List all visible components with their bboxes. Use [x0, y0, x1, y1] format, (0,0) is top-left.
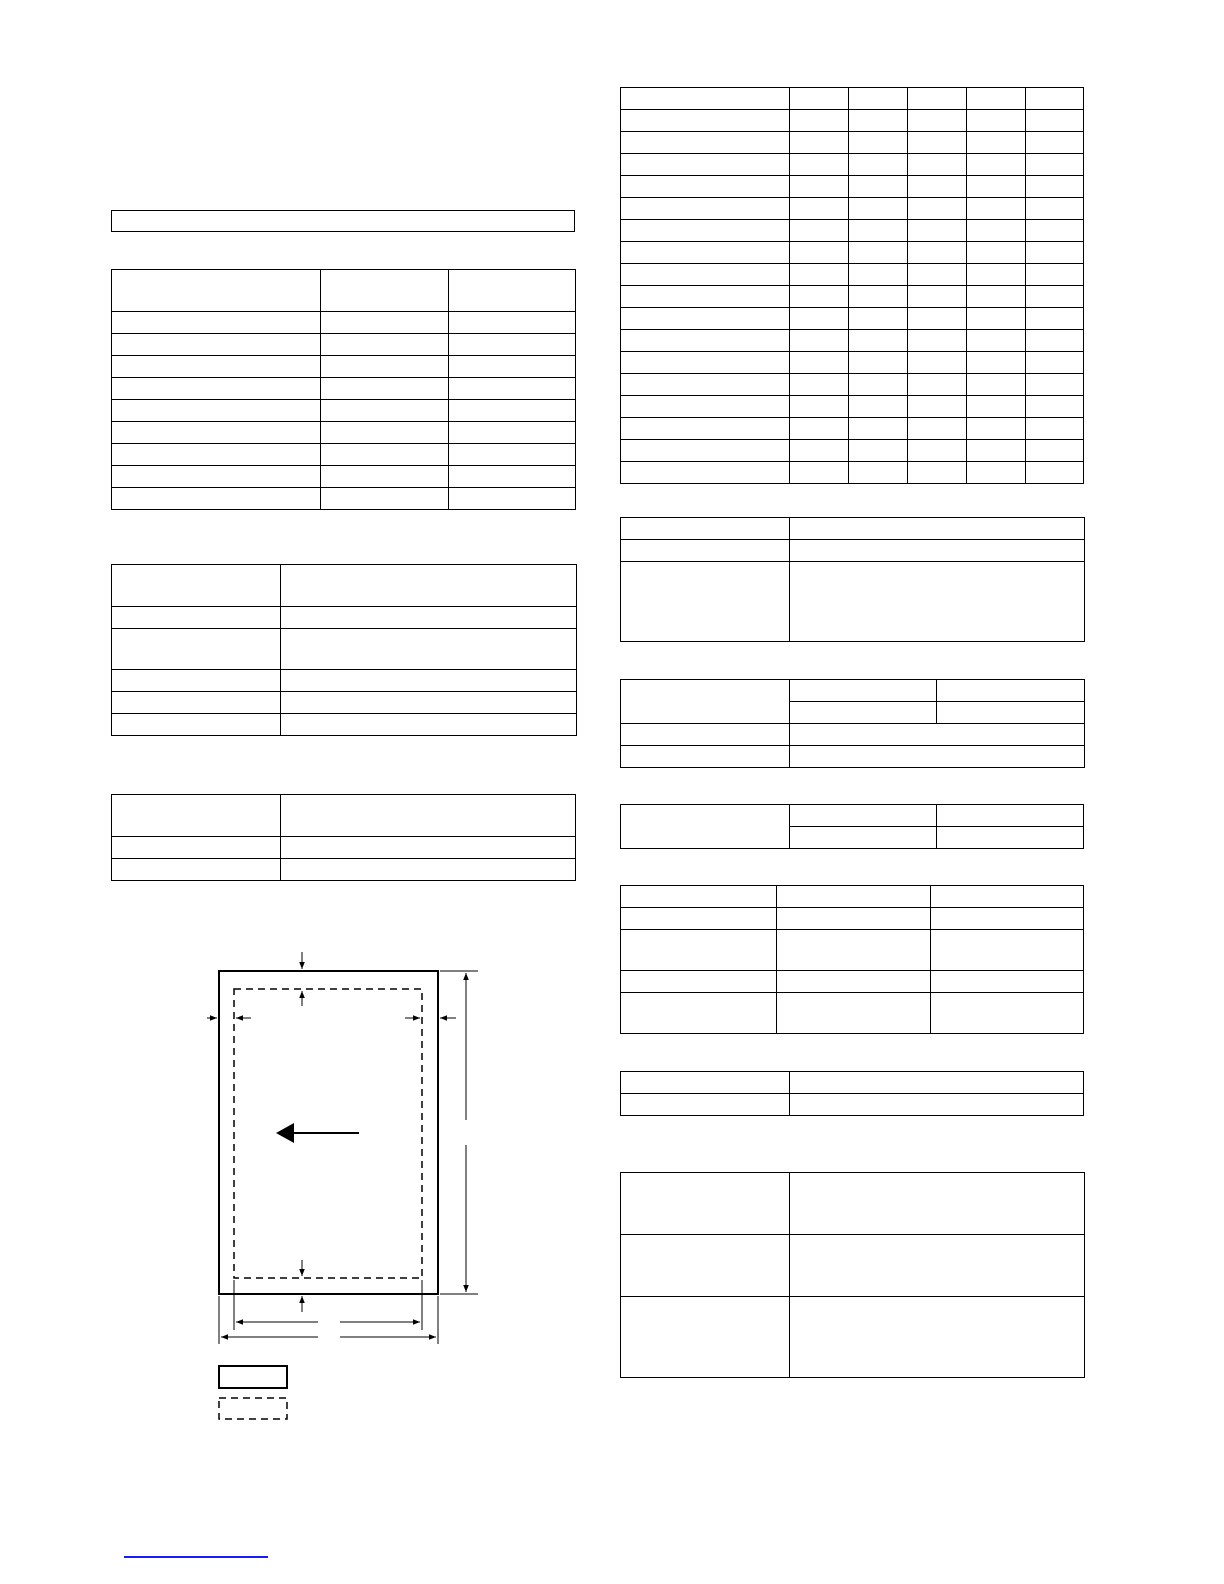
table-row	[621, 462, 1084, 484]
table-cell	[967, 176, 1026, 198]
table-row	[621, 1235, 1085, 1297]
spec-table-i	[620, 1071, 1084, 1116]
table-cell	[1026, 308, 1084, 330]
table-cell	[777, 971, 931, 993]
table-cell	[790, 198, 849, 220]
table-cell	[790, 88, 849, 110]
table-cell	[849, 374, 908, 396]
table-row	[621, 1072, 1084, 1094]
table-cell	[1026, 374, 1084, 396]
table-cell	[790, 154, 849, 176]
table-cell	[790, 396, 849, 418]
table-cell	[931, 930, 1084, 971]
table-row	[621, 286, 1084, 308]
table-cell	[790, 540, 1085, 562]
table-cell	[849, 88, 908, 110]
table-cell	[967, 264, 1026, 286]
legend-solid-swatch	[219, 1366, 287, 1388]
table-cell	[908, 374, 967, 396]
table-row	[621, 746, 1085, 768]
table-cell	[908, 352, 967, 374]
table-cell	[1026, 352, 1084, 374]
feed-direction-arrowhead	[276, 1123, 294, 1143]
table-cell	[790, 176, 849, 198]
table-row	[621, 264, 1084, 286]
table-cell	[777, 993, 931, 1034]
table-cell	[621, 176, 790, 198]
table-cell	[790, 562, 1085, 642]
table-cell	[621, 220, 790, 242]
table-cell	[621, 908, 777, 930]
table-cell	[621, 154, 790, 176]
table-row	[621, 110, 1084, 132]
table-row	[621, 540, 1085, 562]
table-cell	[790, 220, 849, 242]
table-cell	[849, 286, 908, 308]
table-cell	[908, 264, 967, 286]
table-cell	[621, 308, 790, 330]
table-row	[621, 154, 1084, 176]
table-cell	[908, 286, 967, 308]
table-cell	[908, 110, 967, 132]
table-cell	[790, 132, 849, 154]
table-cell	[790, 680, 937, 702]
table-cell	[621, 374, 790, 396]
table-row	[621, 930, 1084, 971]
table-cell	[790, 110, 849, 132]
table-cell	[908, 308, 967, 330]
table-cell	[621, 286, 790, 308]
table-row	[621, 1297, 1085, 1378]
table-header-row	[621, 88, 1084, 110]
table-cell	[967, 440, 1026, 462]
table-cell	[777, 886, 931, 908]
table-cell	[621, 88, 790, 110]
table-cell	[790, 330, 849, 352]
table-cell	[908, 220, 967, 242]
table-cell	[621, 352, 790, 374]
table-cell	[621, 110, 790, 132]
table-cell	[849, 330, 908, 352]
table-cell	[621, 805, 790, 849]
table-row	[621, 562, 1085, 642]
table-cell	[621, 396, 790, 418]
table-cell	[790, 374, 849, 396]
table-cell	[849, 352, 908, 374]
table-cell	[621, 680, 790, 724]
table-row	[621, 418, 1084, 440]
table-cell	[908, 154, 967, 176]
table-cell	[967, 132, 1026, 154]
spec-table-e	[620, 517, 1085, 642]
table-cell	[621, 1297, 790, 1378]
table-cell	[621, 418, 790, 440]
table-cell	[967, 352, 1026, 374]
table-cell	[621, 242, 790, 264]
table-row	[621, 198, 1084, 220]
table-cell	[908, 242, 967, 264]
table-cell	[1026, 198, 1084, 220]
legend-dashed-swatch	[219, 1398, 287, 1419]
table-cell	[849, 154, 908, 176]
table-cell	[931, 971, 1084, 993]
table-cell	[967, 88, 1026, 110]
table-cell	[621, 1235, 790, 1297]
table-cell	[621, 724, 790, 746]
table-cell	[621, 540, 790, 562]
table-cell	[1026, 176, 1084, 198]
table-cell	[967, 418, 1026, 440]
table-row	[621, 176, 1084, 198]
table-cell	[908, 462, 967, 484]
table-cell	[931, 886, 1084, 908]
table-cell	[1026, 88, 1084, 110]
table-cell	[621, 462, 790, 484]
spec-table-g	[620, 804, 1084, 849]
table-row	[621, 396, 1084, 418]
table-cell	[1026, 242, 1084, 264]
table-row	[621, 352, 1084, 374]
spec-table-h	[620, 885, 1084, 1034]
table-cell	[790, 308, 849, 330]
table-cell	[1026, 264, 1084, 286]
table-cell	[777, 930, 931, 971]
table-cell	[849, 418, 908, 440]
table-row	[621, 220, 1084, 242]
table-cell	[908, 132, 967, 154]
table-cell	[790, 827, 937, 849]
table-cell	[1026, 132, 1084, 154]
table-cell	[790, 1235, 1085, 1297]
table-row	[621, 805, 1084, 827]
table-cell	[908, 88, 967, 110]
table-cell	[908, 440, 967, 462]
table-cell	[849, 220, 908, 242]
table-cell	[849, 462, 908, 484]
table-cell	[790, 518, 1085, 540]
table-cell	[790, 1072, 1084, 1094]
table-cell	[1026, 418, 1084, 440]
table-cell	[621, 971, 777, 993]
table-cell	[849, 198, 908, 220]
table-cell	[967, 308, 1026, 330]
table-cell	[908, 330, 967, 352]
table-cell	[937, 702, 1085, 724]
footer-link-underline[interactable]	[124, 1556, 268, 1558]
table-cell	[1026, 440, 1084, 462]
table-cell	[849, 242, 908, 264]
table-cell	[1026, 220, 1084, 242]
table-cell	[849, 440, 908, 462]
table-cell	[967, 396, 1026, 418]
table-cell	[849, 396, 908, 418]
table-cell	[790, 805, 937, 827]
table-row	[621, 1094, 1084, 1116]
table-row	[621, 908, 1084, 930]
table-cell	[937, 827, 1084, 849]
table-cell	[1026, 462, 1084, 484]
table-cell	[849, 110, 908, 132]
table-cell	[937, 680, 1085, 702]
table-cell	[621, 930, 777, 971]
table-cell	[621, 1173, 790, 1235]
table-cell	[621, 132, 790, 154]
table-cell	[967, 330, 1026, 352]
table-cell	[908, 198, 967, 220]
table-cell	[967, 286, 1026, 308]
table-row	[621, 374, 1084, 396]
table-cell	[621, 264, 790, 286]
table-cell	[967, 242, 1026, 264]
table-cell	[790, 440, 849, 462]
spec-table-f	[620, 679, 1085, 768]
table-cell	[967, 154, 1026, 176]
table-cell	[790, 462, 849, 484]
table-cell	[908, 176, 967, 198]
table-cell	[790, 746, 1085, 768]
table-cell	[790, 418, 849, 440]
table-cell	[967, 198, 1026, 220]
table-cell	[1026, 286, 1084, 308]
table-cell	[908, 396, 967, 418]
table-row	[621, 993, 1084, 1034]
table-cell	[967, 110, 1026, 132]
table-cell	[967, 462, 1026, 484]
table-cell	[621, 993, 777, 1034]
table-cell	[790, 724, 1085, 746]
table-cell	[621, 440, 790, 462]
table-cell	[1026, 396, 1084, 418]
table-cell	[621, 1072, 790, 1094]
table-cell	[967, 374, 1026, 396]
table-cell	[777, 908, 931, 930]
table-cell	[967, 220, 1026, 242]
table-cell	[937, 805, 1084, 827]
table-row	[621, 242, 1084, 264]
table-cell	[790, 702, 937, 724]
table-cell	[849, 176, 908, 198]
table-cell	[621, 518, 790, 540]
table-cell	[849, 132, 908, 154]
table-cell	[849, 264, 908, 286]
table-header-row	[621, 886, 1084, 908]
table-row	[621, 440, 1084, 462]
table-cell	[790, 1173, 1085, 1235]
table-header-row	[621, 680, 1085, 702]
table-cell	[621, 330, 790, 352]
table-row	[621, 308, 1084, 330]
table-cell	[790, 264, 849, 286]
spec-table-j	[620, 1172, 1085, 1378]
table-row	[621, 518, 1085, 540]
table-cell	[621, 746, 790, 768]
table-row	[621, 1173, 1085, 1235]
table-cell	[849, 308, 908, 330]
table-cell	[621, 886, 777, 908]
table-cell	[931, 993, 1084, 1034]
table-cell	[1026, 110, 1084, 132]
table-cell	[790, 1094, 1084, 1116]
table-cell	[790, 352, 849, 374]
table-row	[621, 971, 1084, 993]
table-cell	[931, 908, 1084, 930]
table-cell	[1026, 154, 1084, 176]
spec-table-d	[620, 87, 1084, 484]
table-cell	[621, 562, 790, 642]
table-cell	[908, 418, 967, 440]
table-cell	[621, 198, 790, 220]
table-cell	[790, 1297, 1085, 1378]
table-row	[621, 724, 1085, 746]
table-cell	[1026, 330, 1084, 352]
table-row	[621, 330, 1084, 352]
table-cell	[790, 286, 849, 308]
table-cell	[790, 242, 849, 264]
table-row	[621, 132, 1084, 154]
table-cell	[621, 1094, 790, 1116]
